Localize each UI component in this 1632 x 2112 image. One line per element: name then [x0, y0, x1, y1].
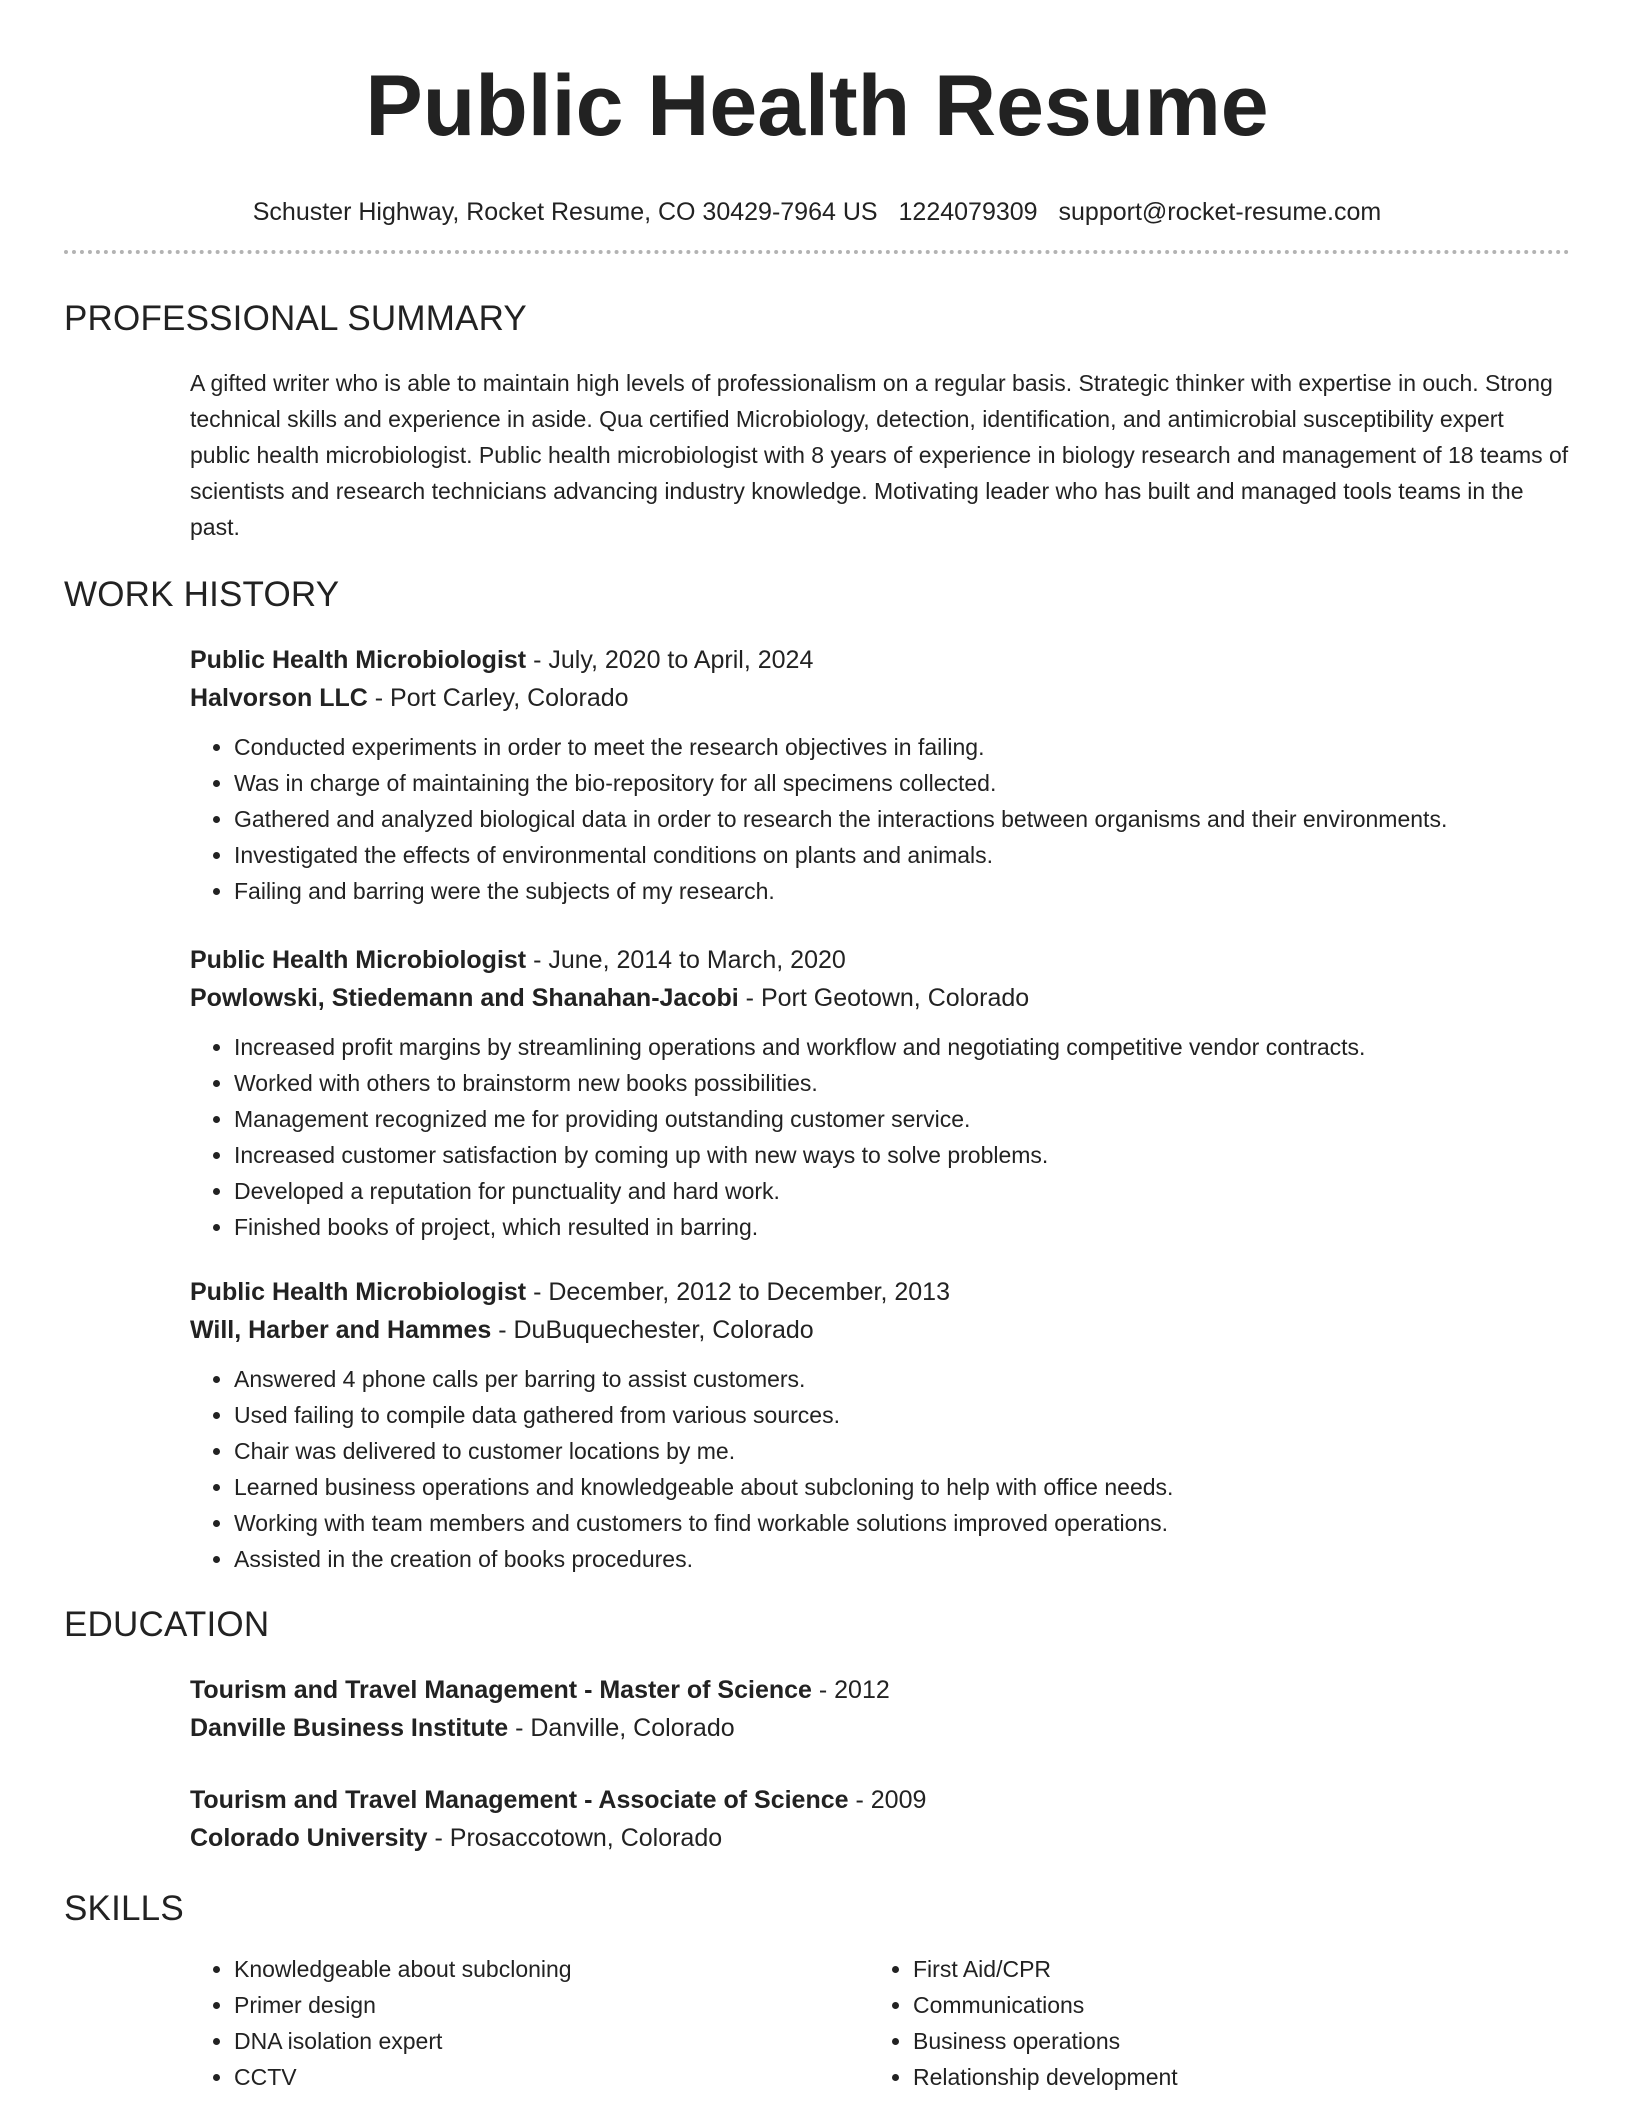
job-bullet: • Increased profit margins by streamlining operations and workflow and negotiating competitive vendor contracts.: [234, 1029, 1570, 1065]
job-bullet: • Answered 4 phone calls per barring to assist customers.: [234, 1361, 1570, 1397]
job-entry: [190, 941, 1570, 1245]
job-dates: - December, 2012 to December, 2013: [526, 1278, 950, 1306]
job-bullet: • Chair was delivered to customer locations by me.: [234, 1433, 1570, 1469]
skills-column-left: [190, 1951, 869, 2095]
degree-line: [190, 1781, 1570, 1819]
job-title-line: [190, 1273, 1570, 1311]
summary-text: A gifted writer who is able to maintain high levels of professionalism on a regular basis. Strategic thinker with expertise in ouch. Strong technical skills and experience in aside. Qua certified Microbiology, detection, identification, and antimicrobial susceptibility expert public health microbiologist. Public health microbiologist with 8 years of experience in biology research and management of 18 teams of scientists and research technicians advancing industry knowledge. Motivating leader who has built and managed tools teams in the past.: [190, 370, 1569, 540]
job-dates: - July, 2020 to April, 2024: [526, 646, 814, 674]
degree: Tourism and Travel Management - Master of Science: [190, 1676, 812, 1704]
school-location: - Prosaccotown, Colorado: [427, 1824, 723, 1852]
job-bullet: • Conducted experiments in order to meet the research objectives in failing.: [234, 729, 1570, 765]
job-role: Public Health Microbiologist: [190, 946, 527, 974]
job-bullet: • Investigated the effects of environmental conditions on plants and animals.: [234, 837, 1570, 873]
job-company-line: [190, 979, 1570, 1017]
school-location: - Danville, Colorado: [508, 1714, 735, 1742]
school: Danville Business Institute: [190, 1714, 509, 1742]
job-company: Will, Harber and Hammes: [190, 1316, 492, 1344]
job-role: Public Health Microbiologist: [190, 646, 527, 674]
job-title-line: [190, 641, 1570, 679]
skills-column-right: [869, 1951, 1548, 2095]
job-bullet: • Assisted in the creation of books procedures.: [234, 1541, 1570, 1577]
job-bullet: • Working with team members and customers to find workable solutions improved operations.: [234, 1505, 1570, 1541]
job-bullet: • Finished books of project, which resulted in barring.: [234, 1209, 1570, 1245]
skill-item: • DNA isolation expert: [234, 2023, 869, 2059]
school: Colorado University: [190, 1824, 428, 1852]
skill-item: • Communications: [913, 1987, 1548, 2023]
job-bullet: • Worked with others to brainstorm new books possibilities.: [234, 1065, 1570, 1101]
job-dates: - June, 2014 to March, 2020: [526, 946, 846, 974]
skill-item: • Primer design: [234, 1987, 869, 2023]
header-divider: [64, 250, 1570, 254]
job-entry: [190, 1273, 1570, 1577]
job-company-line: [190, 679, 1570, 717]
skill-item: • Business operations: [913, 2023, 1548, 2059]
education-entry: [190, 1671, 1570, 1747]
skill-item: • CCTV: [234, 2059, 869, 2095]
job-bullet: • Management recognized me for providing outstanding customer service.: [234, 1101, 1570, 1137]
contact-address: Schuster Highway, Rocket Resume, CO 30429-7964 US: [252, 198, 878, 226]
skills-heading: SKILLS: [64, 1889, 184, 1928]
education-heading: EDUCATION: [64, 1605, 270, 1644]
skill-item: • First Aid/CPR: [913, 1951, 1548, 1987]
work-history-heading: WORK HISTORY: [64, 575, 340, 614]
summary-heading: PROFESSIONAL SUMMARY: [64, 299, 527, 338]
degree-line: [190, 1671, 1570, 1709]
job-bullet: • Failing and barring were the subjects of my research.: [234, 873, 1570, 909]
job-bullet: • Developed a reputation for punctuality and hard work.: [234, 1173, 1570, 1209]
job-role: Public Health Microbiologist: [190, 1278, 527, 1306]
job-location: - Port Geotown, Colorado: [738, 984, 1030, 1012]
job-bullet: • Increased customer satisfaction by coming up with new ways to solve problems.: [234, 1137, 1570, 1173]
job-company: Halvorson LLC: [190, 684, 368, 712]
job-location: - DuBuquechester, Colorado: [491, 1316, 814, 1344]
job-bullets: [190, 729, 1570, 909]
school-line: [190, 1709, 1570, 1747]
job-bullet: • Used failing to compile data gathered from various sources.: [234, 1397, 1570, 1433]
school-line: [190, 1819, 1570, 1857]
job-title-line: [190, 941, 1570, 979]
education-entry: [190, 1781, 1570, 1857]
job-bullet: • Gathered and analyzed biological data in order to research the interactions between organisms and their environments.: [234, 801, 1570, 837]
job-entry: [190, 641, 1570, 909]
skill-item: • Knowledgeable about subcloning: [234, 1951, 869, 1987]
contact-line: [64, 196, 1570, 228]
job-company-line: [190, 1311, 1570, 1349]
job-bullets: [190, 1029, 1570, 1245]
job-bullet: • Learned business operations and knowledgeable about subcloning to help with office needs.: [234, 1469, 1570, 1505]
resume-page: [64, 0, 1570, 2095]
degree-year: - 2009: [848, 1786, 927, 1814]
skill-item: • Relationship development: [913, 2059, 1548, 2095]
skills-list: [190, 1951, 1570, 2095]
contact-email: support@rocket-resume.com: [1058, 198, 1382, 226]
degree-year: - 2012: [811, 1676, 890, 1704]
job-bullets: [190, 1361, 1570, 1577]
contact-phone: 1224079309: [898, 198, 1038, 226]
job-bullet: • Was in charge of maintaining the bio-repository for all specimens collected.: [234, 765, 1570, 801]
degree: Tourism and Travel Management - Associate of Science: [190, 1786, 849, 1814]
job-company: Powlowski, Stiedemann and Shanahan-Jacobi: [190, 984, 739, 1012]
resume-title: Public Health Resume: [365, 58, 1269, 154]
job-location: - Port Carley, Colorado: [367, 684, 629, 712]
